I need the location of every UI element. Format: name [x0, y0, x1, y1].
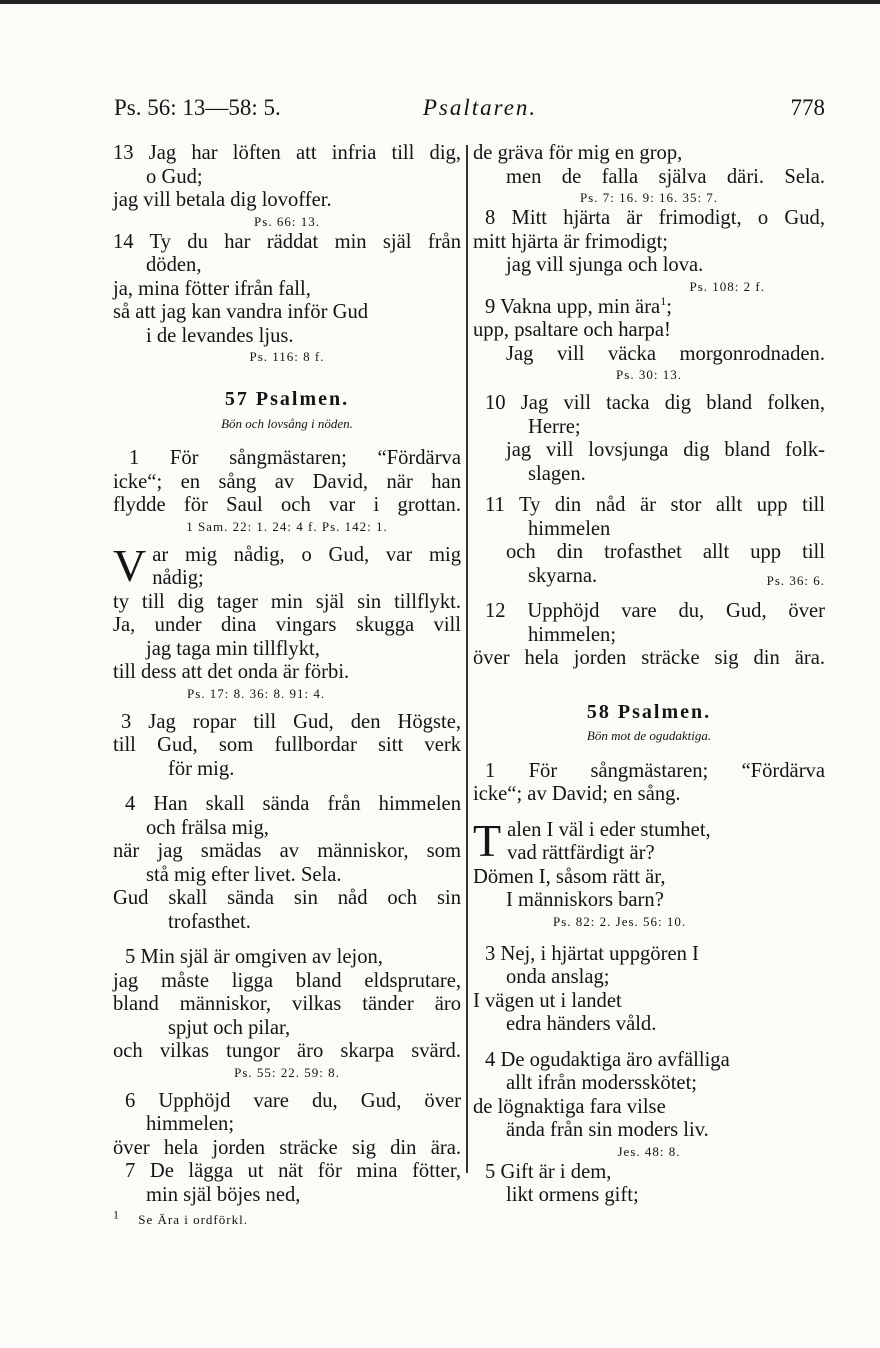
verse-line: och vilkas tungor äro skarpa svärd.: [113, 1040, 461, 1062]
verse-line: trofasthet.: [168, 910, 251, 933]
verse-line: 5 Gift är i dem,: [485, 1160, 612, 1183]
verse-5: [113, 946, 461, 1082]
verse-line: när jag smädas av människor, som: [113, 840, 461, 862]
verse-3: [113, 711, 461, 782]
verse-line: himmelen: [528, 517, 611, 540]
verse-4: [113, 793, 461, 934]
verse-line: slagen.: [528, 462, 586, 485]
verse-line: icke“; en sång av David, när han: [113, 470, 461, 493]
verse-13: [113, 142, 461, 231]
footnote: [113, 1207, 461, 1229]
column-divider: [466, 145, 468, 1173]
verse-line: ända från sin moders liv.: [506, 1119, 709, 1141]
verse-line: ar mig nådig, o Gud, var mig: [152, 543, 461, 566]
verse-line: ja, mina fötter ifrån fall,: [113, 277, 311, 300]
cross-reference: Ps. 7: 16. 9: 16. 35: 7.: [579, 190, 719, 205]
verse-line: himmelen;: [528, 623, 617, 646]
verse-line: 11 Ty din nåd är stor allt upp till: [485, 494, 825, 516]
verse-line: nådig;: [152, 567, 204, 589]
cross-reference: Ps. 116: 8 f.: [249, 349, 325, 364]
running-head-title: Psaltaren.: [422, 95, 538, 120]
verse-line: upp, psaltare och harpa!: [473, 319, 671, 341]
verse-line: Gud skall sända sin nåd och sin: [113, 887, 461, 909]
verse-text: ;: [666, 295, 672, 318]
drop-cap: T: [473, 814, 502, 866]
page-number: 778: [790, 95, 825, 120]
verse-line: Jag vill väcka morgonrodnaden.: [506, 342, 825, 365]
right-column: [473, 142, 825, 1208]
footnote-text: Se Ära i ordförkl.: [138, 1212, 248, 1227]
verse-3: [473, 943, 825, 1037]
verse-line: och frälsa mig,: [146, 816, 269, 839]
verse-line: 13 Jag har löften att infria till dig,: [113, 142, 461, 164]
verse-line: de lögnaktiga fara vilse: [473, 1095, 666, 1118]
verse-line: över hela jorden sträcke sig din ära.: [473, 647, 825, 669]
verse-6: [113, 1090, 461, 1161]
verse-line: i de levandes ljus.: [146, 324, 294, 347]
verse-line: min själ böjes ned,: [146, 1183, 301, 1206]
left-column: [113, 142, 461, 1229]
verse-7: [113, 1160, 461, 1207]
verse-line: 5 Min själ är omgiven av lejon,: [125, 946, 383, 968]
verse-line: himmelen;: [146, 1113, 235, 1135]
verse-line: till dess att det onda är förbi.: [113, 661, 350, 683]
cross-reference: Ps. 82: 2. Jes. 56: 10.: [553, 913, 687, 929]
cross-reference: Ps. 55: 22. 59: 8.: [234, 1064, 340, 1080]
verse-text: skyarna.: [528, 564, 598, 587]
cross-reference: 1 Sam. 22: 1. 24: 4 f. Ps. 142: 1.: [186, 518, 388, 534]
verse-line: för mig.: [168, 757, 235, 780]
verse-line: 4 Han skall sända från himmelen: [125, 793, 461, 815]
verse-line: I vägen ut i landet: [473, 989, 622, 1012]
verse-line: Dömen I, såsom rätt är,: [473, 865, 666, 888]
verse-line: döden,: [146, 254, 202, 276]
verse-12: [473, 600, 825, 671]
verse-line: vad rättfärdigt är?: [507, 842, 655, 864]
psalm-57-subtitle: Bön och lovsång i nöden.: [221, 415, 353, 431]
cross-reference: Ps. 36: 6.: [766, 572, 825, 588]
verse-line: 14 Ty du har räddat min själ från: [113, 230, 461, 253]
psalm-57-title: 57 Psalmen.: [224, 388, 350, 410]
verse-line: 1 För sångmästaren; “Fördärva: [129, 447, 461, 469]
verse-line: 8 Mitt hjärta är frimodigt, o Gud,: [485, 207, 825, 229]
cross-reference: Ps. 17: 8. 36: 8. 91: 4.: [187, 685, 326, 701]
verse-line: I människors barn?: [506, 889, 664, 911]
cross-reference: Ps. 108: 2 f.: [689, 278, 765, 294]
verse-line: jag måste ligga bland eldsprutare,: [113, 969, 461, 992]
verse-1: [113, 447, 461, 536]
verse-line: likt ormens gift;: [506, 1184, 639, 1206]
verse-line: spjut och pilar,: [168, 1016, 291, 1039]
verse-5: [473, 1161, 825, 1208]
verse-line: jag vill lovsjunga dig bland folk-: [506, 439, 825, 461]
verse-line: så att jag kan vandra inför Gud: [113, 301, 369, 323]
verse-line: [473, 293, 825, 320]
verse-line: över hela jorden sträcke sig din ära.: [113, 1136, 461, 1159]
verse-line: och din trofasthet allt upp till: [506, 541, 825, 563]
verse-9: [473, 293, 825, 385]
verse-line: jag vill sjunga och lova.: [506, 254, 704, 276]
verse-line: 4 De ogudaktiga äro avfälliga: [485, 1048, 730, 1071]
drop-cap: V: [113, 539, 147, 591]
verse-line: men de falla själva däri. Sela.: [506, 165, 825, 188]
verse-line: jag taga min tillflykt,: [146, 637, 320, 660]
footnote-mark: 1: [660, 293, 667, 308]
verse-line: till Gud, som fullbordar sitt verk: [113, 734, 461, 756]
verse-line: de gräva för mig en grop,: [473, 142, 683, 164]
verse-line: 1 För sångmästaren; “Fördärva: [485, 759, 825, 782]
verse-line: 10 Jag vill tacka dig bland folken,: [485, 392, 825, 414]
verse-8: [473, 207, 825, 296]
verse-7-continued: [473, 142, 825, 207]
psalm-58-subtitle: Bön mot de ogudaktiga.: [586, 728, 712, 743]
cross-reference: Ps. 30: 13.: [616, 367, 682, 382]
verse-line: [473, 565, 825, 589]
verse-1: [473, 760, 825, 807]
running-head-reference: Ps. 56: 13—58: 5.: [114, 95, 281, 120]
verse-text: 9 Vakna upp, min ära: [485, 295, 661, 318]
psalm-58-title: 58 Psalmen.: [586, 700, 712, 723]
verse-line: alen I väl i eder stumhet,: [507, 818, 711, 841]
verse-2: [113, 539, 461, 703]
verse-line: jag vill betala dig lovoffer.: [113, 189, 332, 211]
cross-reference: Ps. 66: 13.: [254, 213, 320, 229]
verse-4: [473, 1049, 825, 1161]
verse-line: ty till dig tager min själ sin tillflykt.: [113, 590, 461, 613]
verse-line: 12 Upphöjd vare du, Gud, över: [485, 600, 825, 622]
verse-10: [473, 392, 825, 486]
verse-line: bland människor, vilkas tänder äro: [113, 993, 461, 1015]
verse-line: 7 De lägga ut nät för mina fötter,: [125, 1160, 461, 1182]
verse-line: 6 Upphöjd vare du, Gud, över: [125, 1089, 461, 1112]
verse-line: onda anslag;: [506, 966, 610, 988]
verse-line: 3 Jag ropar till Gud, den Högste,: [121, 710, 461, 733]
verse-line: flydde för Saul och var i grottan.: [113, 494, 461, 516]
footnote-mark: 1: [113, 1207, 120, 1222]
verse-line: Herre;: [528, 415, 581, 438]
verse-line: 3 Nej, i hjärtat uppgören I: [485, 942, 699, 965]
verse-2: [473, 814, 825, 931]
verse-line: stå mig efter livet. Sela.: [146, 863, 342, 886]
cross-reference: Jes. 48: 8.: [617, 1143, 681, 1159]
verse-line: Ja, under dina vingars skugga vill: [113, 614, 461, 636]
verse-line: allt ifrån modersskötet;: [506, 1072, 698, 1094]
verse-line: mitt hjärta är frimodigt;: [473, 230, 669, 253]
verse-line: o Gud;: [146, 165, 203, 188]
verse-14: [113, 231, 461, 367]
verse-line: icke“; av David; en sång.: [473, 783, 681, 805]
verse-11: [473, 494, 825, 588]
verse-line: edra händers våld.: [506, 1013, 657, 1035]
